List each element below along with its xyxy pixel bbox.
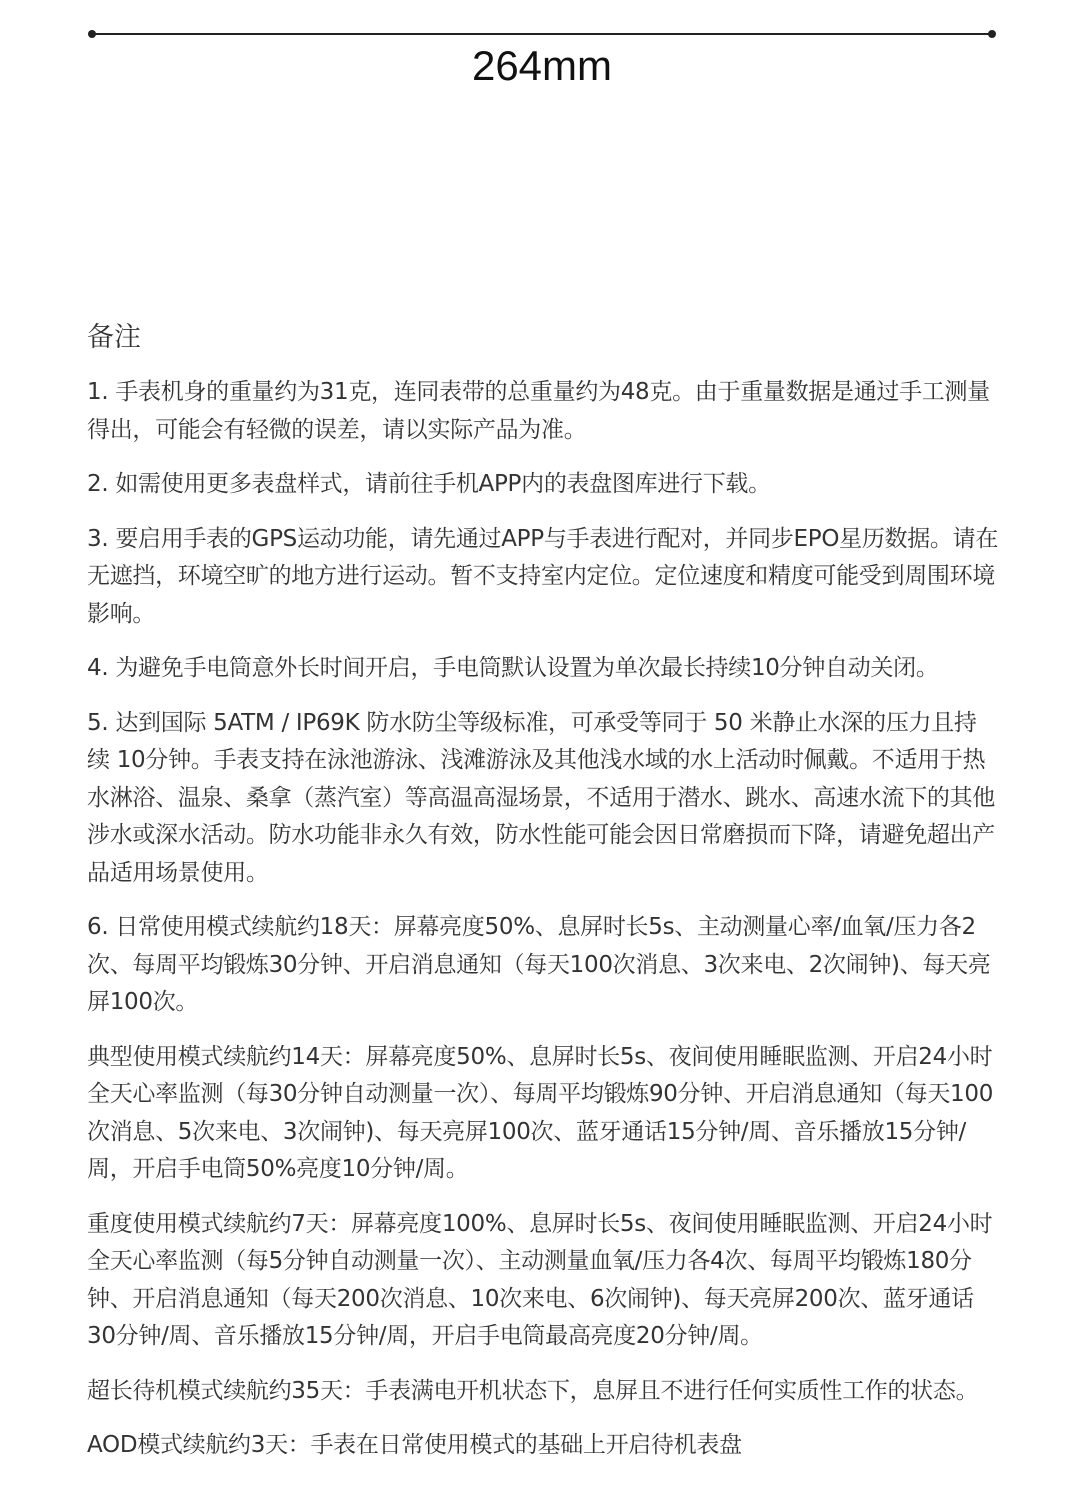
notes-title: 备注	[87, 322, 141, 353]
note-item: AOD模式续航约3天：手表在日常使用模式的基础上开启待机表盘	[87, 1432, 742, 1458]
note-item: 4. 为避免手电筒意外长时间开启，手电筒默认设置为单次最长持续10分钟自动关闭。	[87, 655, 939, 681]
note-item: 1. 手表机身的重量约为31克，连同表带的总重量约为48克。由于重量数据是通过手工测量得出，可能会有轻微的误差，请以实际产品为准。	[87, 379, 990, 443]
dimension-label: 264mm	[471, 42, 613, 89]
dimension-endpoint-right	[988, 30, 996, 38]
dimension-indicator	[88, 26, 996, 96]
note-item: 超长待机模式续航约35天：手表满电开机状态下，息屏且不进行任何实质性工作的状态。	[87, 1377, 979, 1404]
dimension-line	[92, 33, 992, 35]
note-item: 重度使用模式续航约7天：屏幕亮度100%、息屏时长5s、夜间使用睡眠监测、开启24小时全天心率监测（每5分钟自动测量一次）、主动测量血氧/压力各4次、每周平均锻炼180分钟、开启消息通知（每天200次消息、10次来电、6次闹钟)、每天亮屏200次、蓝牙通话30分钟/周、音乐播放15分钟/周，开启手电筒最高亮度20分钟/周。	[87, 1210, 993, 1349]
note-item: 2. 如需使用更多表盘样式，请前往手机APP内的表盘图库进行下载。	[87, 471, 771, 497]
dimension-endpoint-left	[88, 30, 96, 38]
note-item: 典型使用模式续航约14天：屏幕亮度50%、息屏时长5s、夜间使用睡眠监测、开启24小时全天心率监测（每30分钟自动测量一次）、每周平均锻炼90分钟、开启消息通知（每天100次消息、5次来电、3次闹钟)、每天亮屏100次、蓝牙通话15分钟/周、音乐播放15分钟/周，开启手电筒50%亮度10分钟/周。	[87, 1043, 994, 1182]
note-item: 6. 日常使用模式续航约18天：屏幕亮度50%、息屏时长5s、主动测量心率/血氧/压力各2次、每周平均锻炼30分钟、开启消息通知（每天100次消息、3次来电、2次闹钟)、每天亮屏100次。	[87, 914, 991, 1015]
note-item: 5. 达到国际 5ATM / IP69K 防水防尘等级标准，可承受等同于 50 米静止水深的压力且持续 10分钟。手表支持在泳池游泳、浅滩游泳及其他浅水域的水上活动时佩戴。不适用于热水淋浴、温泉、桑拿（蒸汽室）等高温高湿场景，不适用于潜水、跳水、高速水流下的其他涉水或深水活动。防水功能非永久有效，防水性能可能会因日常磨损而下降，请避免超出产品适用场景使用。	[87, 709, 996, 886]
note-item: 3. 要启用手表的GPS运动功能，请先通过APP与手表进行配对，并同步EPO星历数据。请在无遮挡，环境空旷的地方进行运动。暂不支持室内定位。定位速度和精度可能受到周围环境影响。	[87, 525, 999, 627]
notes-section	[87, 318, 999, 1482]
